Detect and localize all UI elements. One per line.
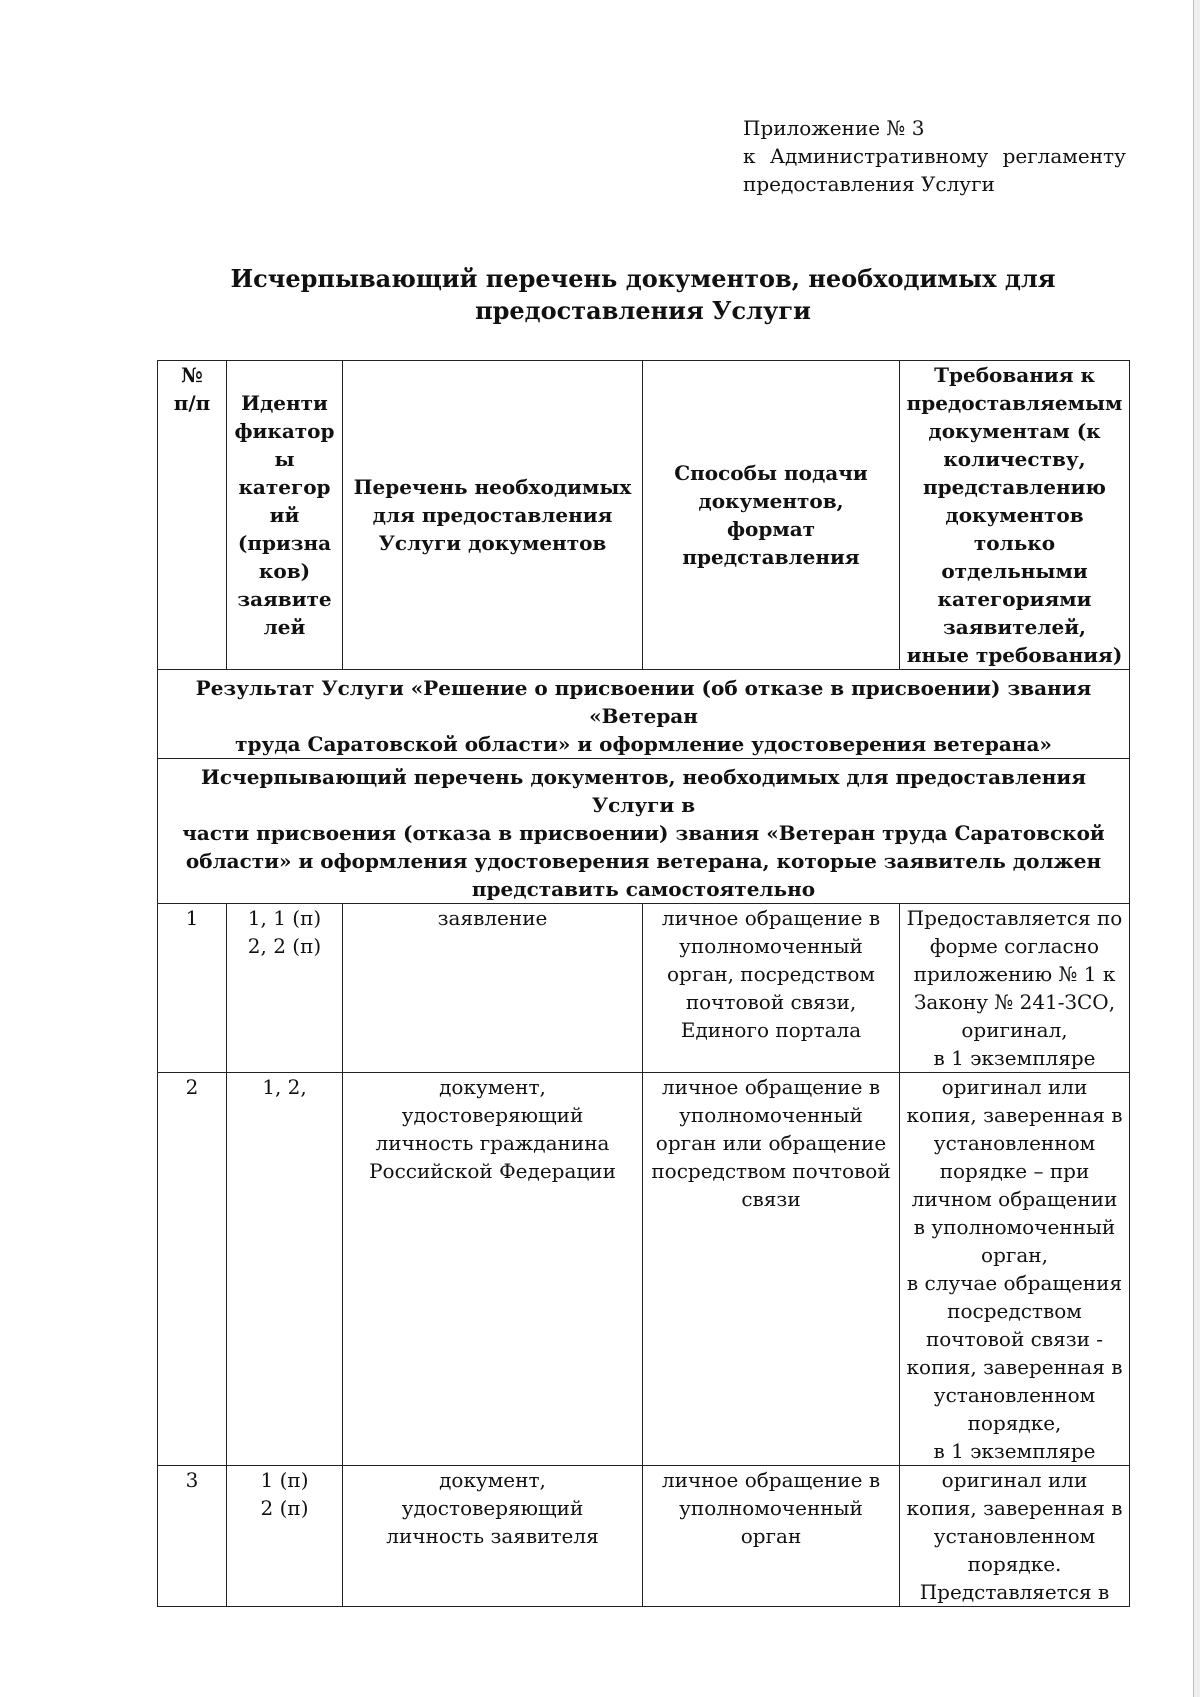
row-method: личное обращение в уполномоченный орган — [643, 1466, 900, 1607]
row-document: заявление — [343, 904, 643, 1073]
row-method: личное обращение в уполномоченный орган, посредством почтовой связи, Единого портала — [643, 904, 900, 1073]
document-title-line: Исчерпывающий перечень документов, необходимых для — [230, 264, 1056, 293]
row-document: документ, удостоверяющий личность гражданина Российской Федерации — [343, 1073, 643, 1466]
header-submission-methods: Способы подачи документов, формат представления — [643, 361, 900, 670]
row-requirement: оригинал или копия, заверенная в установленном порядке. Представляется в — [900, 1466, 1130, 1607]
row-document: документ, удостоверяющий личность заявителя — [343, 1466, 643, 1607]
table-row — [158, 1466, 1130, 1607]
header-documents: Перечень необходимых для предоставления Услуги документов — [343, 361, 643, 670]
section-row-list — [158, 759, 1130, 904]
row-categories: 1, 2, — [227, 1073, 343, 1466]
section-list: Исчерпывающий перечень документов, необходимых для предоставления Услуги в части присвоения (отказа в присвоении) звания «Ветеран труда Саратовской области» и оформления удостоверения ветерана, которые заявитель должен представить самостоятельно — [158, 759, 1130, 904]
appendix-subject: предоставления Услуги — [743, 172, 995, 196]
header-applicant-categories: Иденти фикатор ы категор ий (призна ков) заявите лей — [227, 361, 343, 670]
header-number: № п/п — [158, 361, 227, 670]
row-number: 2 — [158, 1073, 227, 1466]
section-result: Результат Услуги «Решение о присвоении (об отказе в присвоении) звания «Ветеран труда Саратовской области» и оформление удостоверения ветерана» — [158, 670, 1130, 759]
row-requirement: Предоставляется по форме согласно приложению № 1 к Закону № 241-ЗСО, оригинал, в 1 экземпляре — [900, 904, 1130, 1073]
appendix-number: Приложение № 3 — [743, 116, 925, 140]
row-method: личное обращение в уполномоченный орган или обращение посредством почтовой связи — [643, 1073, 900, 1466]
row-number: 3 — [158, 1466, 227, 1607]
row-requirement: оригинал или копия, заверенная в установленном порядке – при личном обращении в уполномоченный орган, в случае обращения посредством почтовой связи - копия, заверенная в установленном порядке, в 1 экземпляре — [900, 1073, 1130, 1466]
document-title-line: предоставления Услуги — [475, 296, 811, 325]
header-requirements: Требования к предоставляемым документам (к количеству, представлению документов только отдельными категориями заявителей, иные требования) — [900, 361, 1130, 670]
table-row — [158, 904, 1130, 1073]
document-title — [158, 263, 1128, 327]
section-row-result — [158, 670, 1130, 759]
row-number: 1 — [158, 904, 227, 1073]
documents-table — [157, 360, 1130, 1607]
row-categories: 1, 1 (п) 2, 2 (п) — [227, 904, 343, 1073]
row-categories: 1 (п) 2 (п) — [227, 1466, 343, 1607]
table-row — [158, 1073, 1130, 1466]
appendix-reference: к Административному регламенту — [743, 144, 1126, 168]
page-edge — [1193, 0, 1200, 1697]
table-header-row — [158, 361, 1130, 670]
appendix-header — [743, 114, 1126, 198]
